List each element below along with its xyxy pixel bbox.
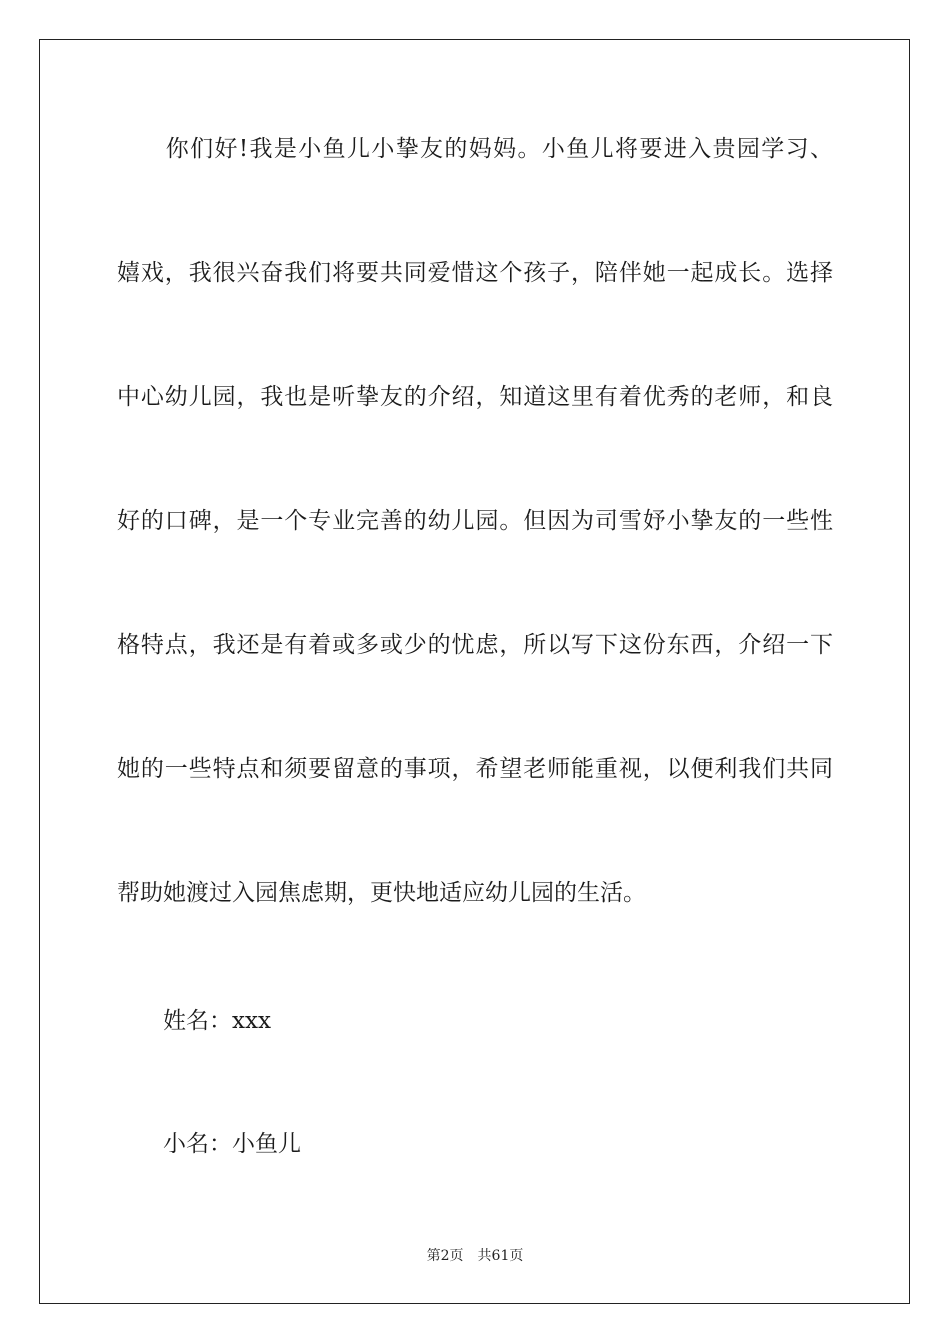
- page-number-total: 共61页: [477, 1248, 524, 1264]
- paragraph-line-5: 格特点，我还是有着或多或少的忧虑，所以写下这份东西，介绍一下: [117, 632, 833, 658]
- paragraph-line-2: 嬉戏，我很兴奋我们将要共同爱惜这个孩子，陪伴她一起成长。选择: [117, 260, 833, 286]
- paragraph-line-1: 你们好!我是小鱼儿小挚友的妈妈。小鱼儿将要进入贵园学习、: [117, 136, 833, 162]
- paragraph-line-3: 中心幼儿园，我也是听挚友的介绍，知道这里有着优秀的老师，和良: [117, 384, 833, 410]
- nickname-field: 小名：小鱼儿: [163, 1131, 301, 1157]
- paragraph-line-6: 她的一些特点和须要留意的事项，希望老师能重视，以便利我们共同: [117, 756, 833, 782]
- name-field: 姓名：xxx: [163, 1008, 271, 1034]
- paragraph-line-4: 好的口碑，是一个专业完善的幼儿园。但因为司雪妤小挚友的一些性: [117, 508, 833, 534]
- paragraph-line-7: 帮助她渡过入园焦虑期，更快地适应幼儿园的生活。: [117, 880, 646, 906]
- page-footer: [0, 1246, 950, 1266]
- page-border: [39, 39, 910, 1304]
- page-number-current: 第2页: [426, 1248, 464, 1264]
